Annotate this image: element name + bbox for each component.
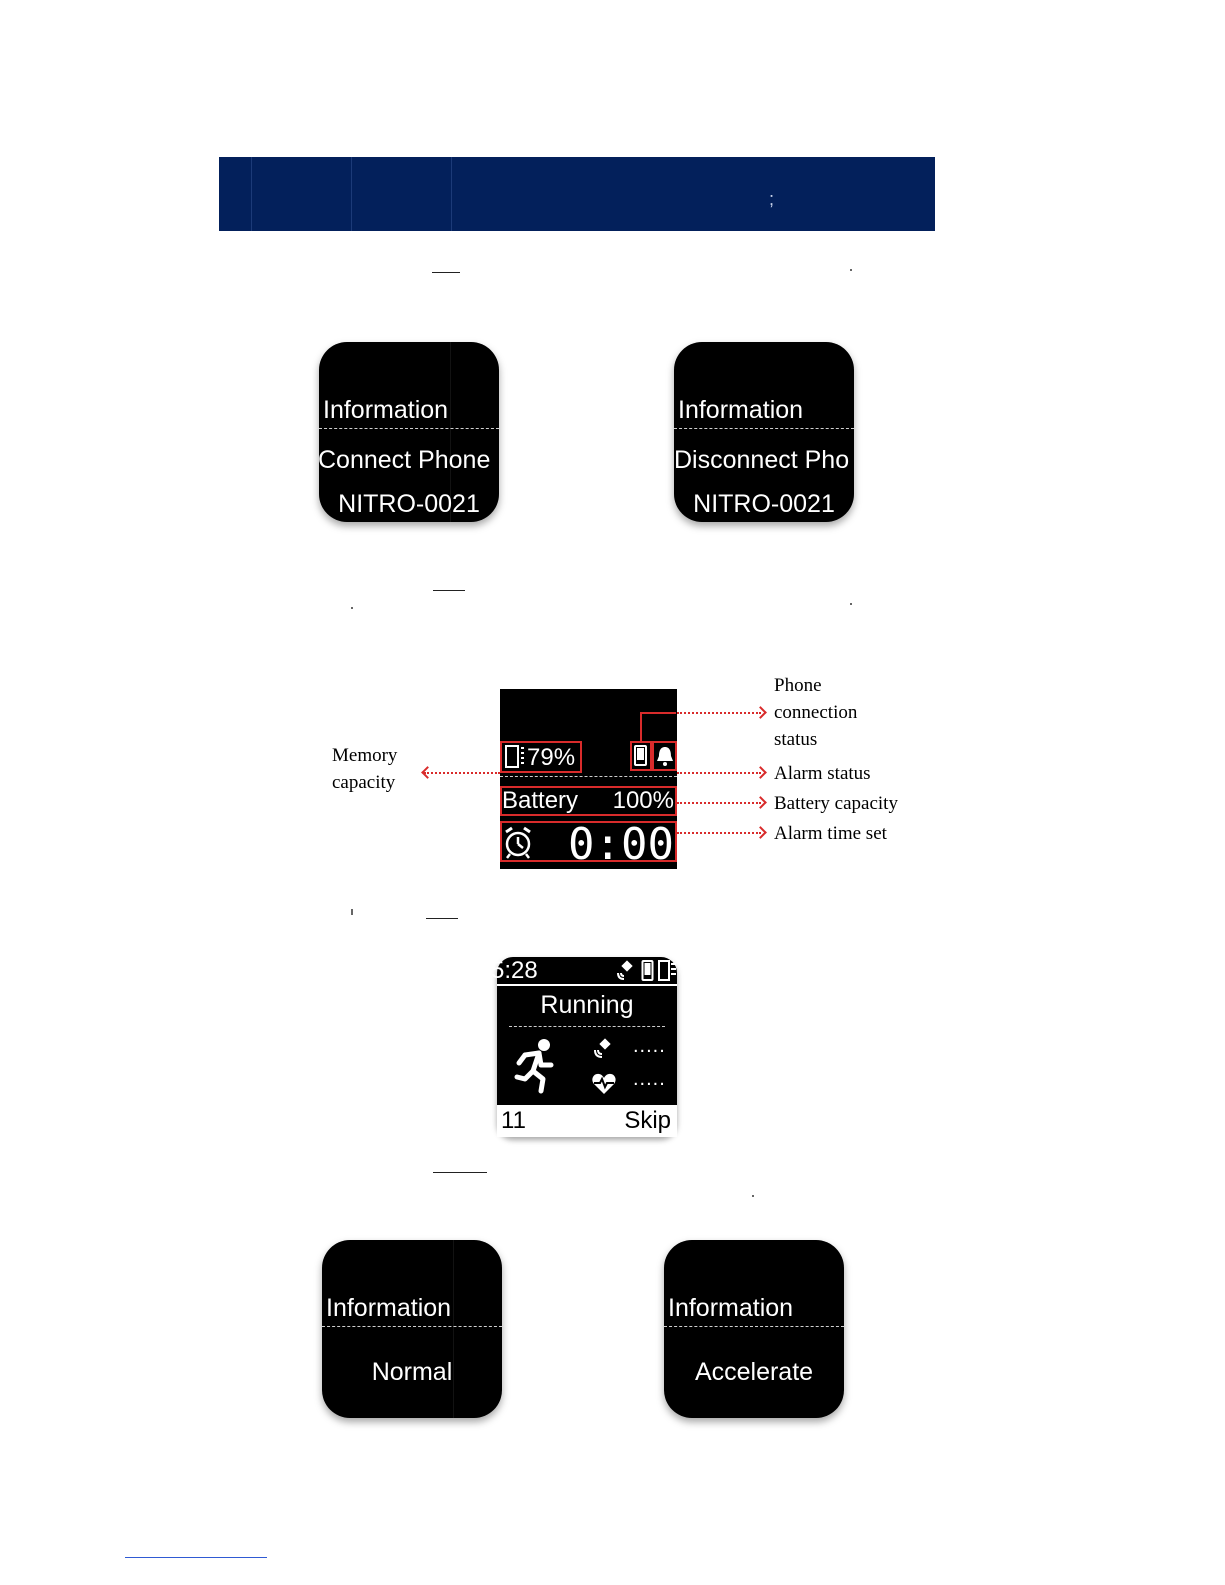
underline-mark <box>433 590 465 591</box>
alarm-clock-icon <box>503 825 535 859</box>
normal-mode-screen <box>322 1240 502 1418</box>
memory-value: 79% <box>527 744 576 771</box>
phone-status-text: Disconnect Pho <box>674 446 850 474</box>
mode-value: Accelerate <box>694 1358 814 1386</box>
disconnect-phone-screen <box>674 342 854 522</box>
memory-icon <box>658 960 678 982</box>
device-name: NITRO-0021 <box>338 490 480 518</box>
phone-icon <box>641 960 655 982</box>
gps-signal-icon <box>591 1037 617 1061</box>
screen-title: Information <box>326 1294 452 1322</box>
battery-value: 100% <box>612 787 674 814</box>
alarm-status-callout-line <box>677 772 761 774</box>
status-screen <box>500 689 677 869</box>
phone-connection-label: Phone connection status <box>774 675 858 750</box>
screen-title: Information <box>668 1294 794 1322</box>
heart-rate-icon <box>591 1072 617 1096</box>
alarm-time-value: 0:00 <box>568 819 674 870</box>
footer-link-underline <box>125 1557 267 1558</box>
phone-status-text: Connect Phone <box>318 446 491 474</box>
battery-callout-line <box>677 802 761 804</box>
phone-callout-connector <box>640 712 676 714</box>
skip-button[interactable]: Skip <box>624 1107 671 1134</box>
clock-time: 5:28 <box>491 957 538 984</box>
battery-label: Battery <box>502 787 579 814</box>
phone-callout-connector <box>640 712 642 742</box>
phone-callout-line <box>677 712 761 714</box>
screen-title: Information <box>323 396 449 424</box>
connect-phone-screen <box>319 342 499 522</box>
header-bar: ; <box>219 157 935 231</box>
screen-footer <box>497 1105 677 1137</box>
memory-card-icon <box>504 745 526 769</box>
satellite-icon <box>615 960 637 982</box>
memory-callout-line <box>424 772 500 774</box>
phone-icon <box>633 745 649 767</box>
alarm-time-label: Alarm time set <box>774 823 887 844</box>
underline-mark <box>426 918 458 919</box>
device-name: NITRO-0021 <box>693 490 835 518</box>
accelerate-mode-screen <box>664 1240 844 1418</box>
heart-rate-dots: ..... <box>633 1068 666 1090</box>
memory-capacity-label: Memory capacity <box>332 745 398 793</box>
underline-mark <box>432 272 460 273</box>
underline-mark <box>433 1172 487 1173</box>
mode-value: Normal <box>371 1358 453 1386</box>
alarm-status-label: Alarm status <box>774 763 871 784</box>
runner-icon <box>511 1037 559 1095</box>
gps-status-dots: ..... <box>633 1035 666 1057</box>
screen-title: Information <box>678 396 804 424</box>
bell-icon <box>655 745 675 767</box>
lap-count: 11 <box>501 1107 526 1134</box>
sport-mode-title: Running <box>540 991 634 1019</box>
alarm-time-callout-line <box>677 832 761 834</box>
battery-capacity-label: Battery capacity <box>774 793 898 814</box>
running-screen <box>491 957 677 1137</box>
